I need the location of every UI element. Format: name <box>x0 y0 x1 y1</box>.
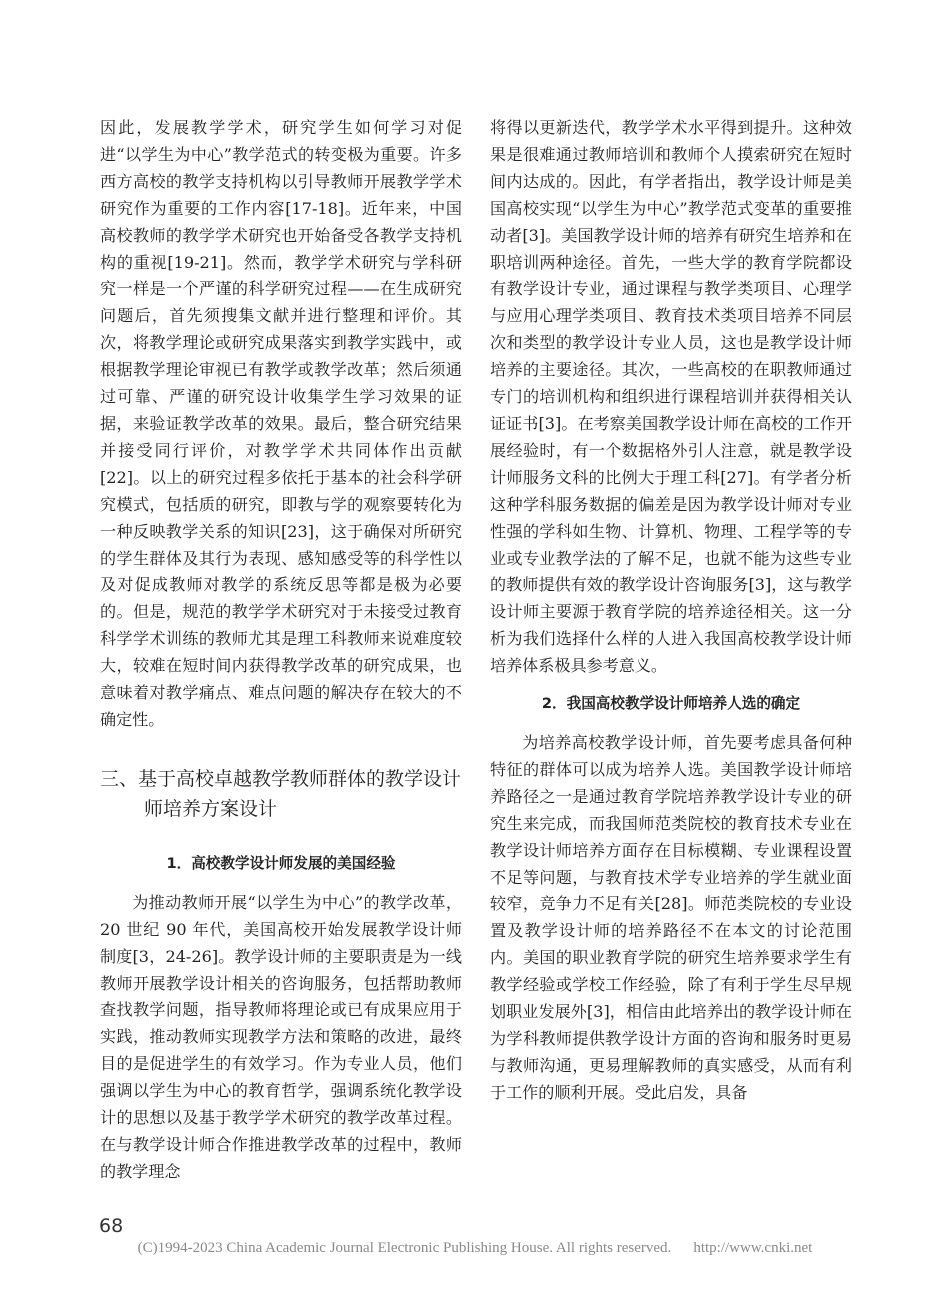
text-run: 将得以更新迭代，教学学术水平得到提升。这种效果是很难通过教师培训和教师个人摸索研究在短时间内达成的。因此，有学者指出，教学设计师是美国高校实现“以学生为中心”教学范式变革的重要推动者 <box>490 118 852 245</box>
body-paragraph <box>490 730 852 1107</box>
citation-ref: [22] <box>100 467 134 487</box>
text-run: 。以上的研究过程多依托于基本的社会科学研究模式，包括质的研究，即教与学的观察要转化为一种反映教学关系的知识 <box>100 467 462 541</box>
citation-ref: [27] <box>720 467 754 487</box>
citation-ref: [3] <box>522 225 546 245</box>
copyright-footer <box>0 1240 950 1257</box>
section-heading: 三、基于高校卓越教学教师群体的教学设计师培养方案设计 <box>100 767 462 820</box>
citation-ref: [19-21] <box>167 252 227 272</box>
text-run: ，这与教学设计师主要源于教育学院的培养途径相关。这一分析为我们选择什么样的人进入我国高校教学设计师培养体系极具参考意义。 <box>490 575 853 676</box>
page-number: 68 <box>99 1215 124 1237</box>
text-run: 为培养高校教学设计师，首先要考虑具备何种特征的群体可以成为培养人选。美国教学设计师培养路径之一是通过教育学院培养教学设计专业的研究生来完成，而我国师范类院校的教育技术专业在教学设计师培养方面存在目标模糊、专业课程设置不足等问题，与教育技术学专业培养的学生就业面较窄，竞争力不足有关 <box>490 733 852 914</box>
body-paragraph <box>100 115 462 734</box>
text-run: 。在考察美国教学设计师在高校的工作开展经验时，有一个数据格外引人注意，就是教学设计师服务文科的比例大于理工科 <box>490 413 853 487</box>
copyright-text: (C)1994-2023 China Academic Journal Electronic Publishing House. All rights reserved. <box>137 1240 672 1256</box>
text-run: 。师范类院校的专业设置及教学设计师的培养路径不在本文的讨论范围内。美国的职业教育学院的研究生培养要求学生有教学经验或学校工作经验，除了有利于学生尽早规划职业发展外 <box>490 894 853 1022</box>
citation-ref: [23] <box>280 521 314 541</box>
citation-ref: [3] <box>538 413 562 433</box>
text-run: ，相信由此培养出的教学设计师在为学科教师提供教学设计方面的咨询和服务时更易与教师沟通，更易理解教师的真实感受，从而有利于工作的顺利开展。受此启发，具备 <box>490 1002 853 1102</box>
text-run: 。美国教学设计师的培养有研究生培养和在职培训两种途径。首先，一些大学的教育学院都设有教学设计专业，通过课程与教学类项目、心理学与应用心理学类项目、教育技术类项目培养不同层次和类型的教学设计专业人员，这也是教学设计师培养的主要途径。其次，一些高校的在职教师通过专门的培训机构和组织进行课程培训并获得相关认证证书 <box>490 225 853 433</box>
body-paragraph <box>490 115 852 680</box>
citation-ref: [3] <box>586 1002 610 1022</box>
text-run: 。然而，教学学术研究与学科研究一样是一个严谨的科学研究过程——在生成研究问题后，首先须搜集文献并进行整理和评价。其次，将教学理论或研究成果落实到教学实践中，或根据教学理论审视已有教学或教学改革；然后须通过可靠、严谨的研究设计收集学生学习效果的证据，来验证教学改革的效果。最后，整合研究结果并接受同行评价，对教学学术共同体作出贡献 <box>100 252 462 460</box>
text-run: 为推动教师开展“以学生为中心”的教学改革，20 世纪 90 年代，美国高校开始发展教学设计师制度 <box>100 892 462 966</box>
text-run: 。近年来，中国高校教师的教学学术研究也开始备受各教学支持机构的重视 <box>100 198 463 272</box>
right-column <box>490 115 852 1107</box>
footer-url: http://www.cnki.net <box>693 1240 813 1256</box>
subsection-heading: 1．高校教学设计师发展的美国经验 <box>166 854 396 872</box>
left-column <box>100 115 462 1186</box>
text-run: 因此，发展教学学术，研究学生如何学习对促进“以学生为中心”教学范式的转变极为重要。许多西方高校的教学支持机构以引导教师开展教学学术研究作为重要的工作内容 <box>100 118 462 218</box>
citation-ref: [28] <box>654 894 688 914</box>
text-run: 。教学设计师的主要职责是为一线教师开展教学设计相关的咨询服务，包括帮助教师查找教学问题，指导教师将理论或已有成果应用于实践，推动教师实现教学方法和策略的改进，最终目的是促进学生的有效学习。作为专业人员，他们强调以学生为中心的教育哲学，强调系统化教学设计的思想以及基于教学学术研究的教学改革过程。在与教学设计师合作推进教学改革的过程中，教师的教学理念 <box>100 946 463 1181</box>
subsection-heading: 2．我国高校教学设计师培养人选的确定 <box>541 695 801 713</box>
citation-ref: [17-18] <box>285 198 345 218</box>
body-paragraph <box>100 890 462 1186</box>
text-run: ，这于确保对所研究的学生群体及其行为表现、感知感受等的科学性以及对促成教师对教学的系统反思等都是极为必要的。但是，规范的教学学术研究对于未接受过教育科学学术训练的教师尤其是理工科教师来说难度较大，较难在短时间内获得教学改革的研究成果，也意味着对教学痛点、难点问题的解决存在较大的不确定性。 <box>100 521 463 729</box>
citation-ref: [3，24-26] <box>132 946 219 966</box>
citation-ref: [3] <box>748 575 772 595</box>
text-run: 。有学者分析这种学科服务数据的偏差是因为教学设计师对专业性强的学科如生物、计算机、物理、工程学等的专业或专业教学法的了解不足，也就不能为这些专业的教师提供有效的教学设计咨询服务 <box>490 467 853 595</box>
